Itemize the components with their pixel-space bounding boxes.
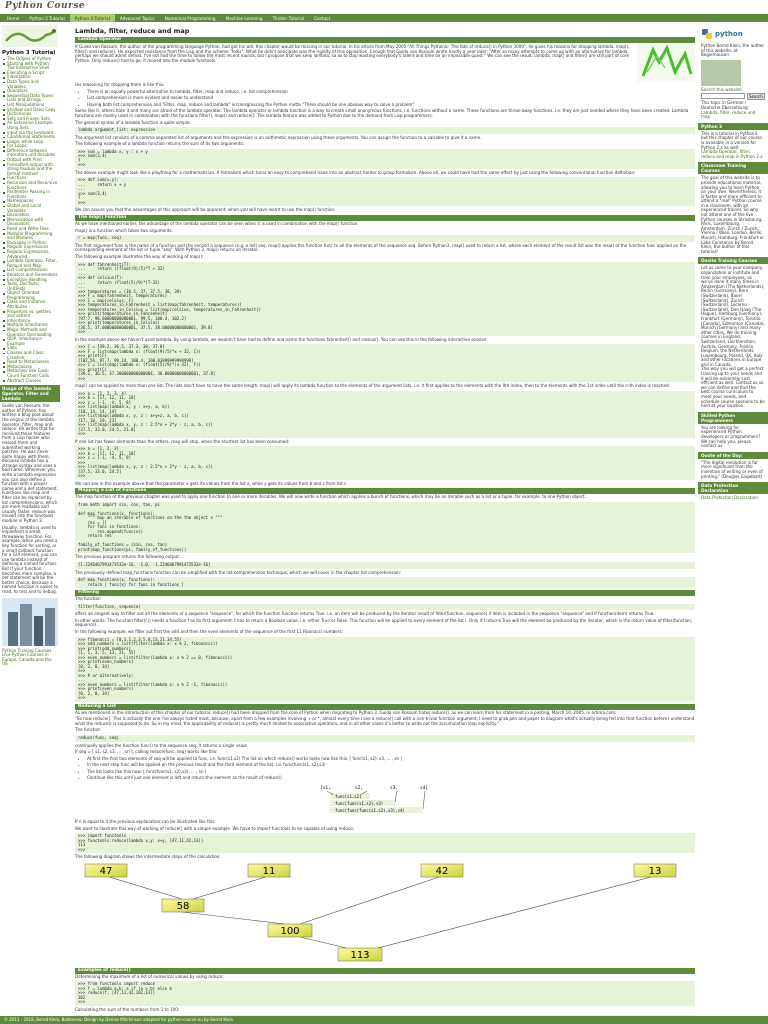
mapping-simplified-code: def map_functions(x, functions): return [ func(x) for func in functions ] — [75, 577, 695, 588]
nav-python3[interactable]: Python 3 Tutorial — [70, 14, 115, 22]
lambda-syntax-code: lambda argument_list: expression — [75, 127, 695, 134]
page-title: Lambda, filter, reduce and map — [75, 27, 190, 35]
toc-item[interactable]: Packages in Python — [3, 241, 58, 246]
def-sum-code: >>> def sum(x,y): ... return x + y ... >>> sum(3,4) 7 >>> — [75, 177, 695, 206]
lambda-intro: If Guido van Rossum, the author of the programming language Python, had got his will, this chapter would be missing in our tutorial. In his article from May 2005 "All Things Pythonic: The fate of reduce() in Python 3000", he gives his reasons for dropping lambda, map(), filter() and reduce(). He expected resistance from the Lisp and the scheme "folks". What he didn't anticipate was the rigidity of this opposition. Enough that Guido van Rossum wrote hardly a year later: "After so many attempts to come up with an alternative for lambda, perhaps we should admit defeat. I've not had the time to follow the most recent rounds, but I propose that we keep lambda, so as to stop wasting everybody's talent and time on an impossible quest." We can see the result: lambda, map() and filter() are still part of core Python. Only reduce() had to go; it moved into the module functools. — [75, 44, 630, 63]
onsite-heading: Onsite Training Courses — [698, 257, 768, 264]
toc-item[interactable]: Dictionaries — [3, 112, 58, 117]
reduce-step-1: • At first the first two elements of seq will be applied to func, i.e. func(s1,s2) The list on which reduce() works looks now like this: [ func(s1, s2), s3, ... , sn ] — [87, 757, 695, 762]
toc-item[interactable]: Iterators and Generators — [3, 273, 58, 278]
python-logo — [698, 24, 768, 44]
toc-item[interactable]: Sets and Frozen Sets — [3, 117, 58, 122]
site-logo[interactable]: Python Course — [5, 1, 86, 11]
section-lambda-operator: Lambda Operator — [75, 37, 695, 43]
example-intro: The following example of a lambda function returns the sum of its two arguments: — [75, 141, 244, 147]
filter-other-words: In other words: The function filter(f,l) needs a function f as its first argument. f has to return a Boolean value, i.e. either True or False. This function will be applied to every element of the list l. Only if f returns True will the element be produced by the iterator, which is the return value of filter(function, sequence). — [75, 617, 693, 628]
svg-text:11: 11 — [262, 865, 276, 877]
toc-item[interactable]: Abstract Classes — [3, 379, 58, 384]
reduce-example-intro: We want to illustrate this way of working of reduce() with a simple example. We have to import functools to be capable of using reduce: — [75, 825, 355, 831]
section-mapping-functions: Mapping a List of Functions — [75, 488, 695, 494]
map-lambda-code: >>> C = [39.2, 36.5, 37.3, 38, 37.8] >>> F = list(map(lambda x: (float(9)/5)*x + 32, C)) >>> print(F) [102.56, 97.7, 99.14, 100.4, 100.03999999999999] >>> C = list(map(lambda x: (float(5)/9)*(x-32), F)) >>> print(C) [39.2, 36.5, 37.300000000000004, 38.00000000000001, 37.8] >>> — [75, 344, 695, 382]
nav-home[interactable]: Home — [7, 15, 20, 21]
toc-item[interactable]: Tests, DocTests, UnitTests — [3, 282, 58, 291]
top-nav — [0, 14, 768, 22]
german-text: This topic in German / Deutsche Übersetzung: — [701, 100, 750, 110]
reduce-function-label: The function — [75, 727, 101, 733]
author-intro: Python Bernd Klein, the author of this website, at Bogenhausen — [701, 43, 765, 58]
map-example-intro: The following example illustrates the way of working of map(): — [75, 253, 204, 259]
reason-2: • List comprehension is more evident and easier to understand — [87, 96, 695, 101]
map-intro: As we have mentioned earlier, the advantage of the lambda operator can be seen when it is used in combination with the map() function. — [75, 221, 359, 227]
toc-item[interactable]: Multiple Inheritance — [3, 323, 58, 328]
skilled-heading: Skilled Python Programmers — [698, 412, 768, 424]
toc-item[interactable]: Magic Methods and Operator Overloading — [3, 328, 58, 337]
svg-text:13: 13 — [648, 865, 662, 877]
footer: © 2011 - 2018, Bernd Klein, Bodenseo; Design by Denise Mitchinson adapted for python-course.eu by Bernd Klein — [0, 1016, 768, 1024]
author-photo — [701, 60, 741, 86]
toc-item[interactable]: Data Types and Variables — [3, 80, 58, 89]
lambda-explanation: Some like it, others hate it and many are afraid of the lambda operator. The lambda operator or lambda function is a way to create small anonymous functions, i.e. functions without a name. These functions are throw-away functions, i.e. they are just needed where they have been created. Lambda functions are mainly used in combination with the functions filter(), map() and reduce(). The lambda feature was added to Python due to the demand from Lisp programmers. — [75, 108, 689, 118]
python-logo-text: python — [715, 30, 743, 38]
diag-line-2: func(func(s1,s2),s3) — [335, 801, 384, 807]
reduce-step-2: • In the next step func will be applied on the previous result and the third element of the list, i.e. func(func(s1, s2),s3) — [87, 763, 695, 768]
nav-contact[interactable]: Contact — [314, 15, 331, 21]
filter-signature-code: filter(function, sequence) — [75, 604, 695, 611]
toc-item[interactable]: Formatted output with string modulo and the format method — [3, 163, 58, 177]
toc-item[interactable]: Modular Programming and Modules — [3, 232, 58, 241]
reduce-quote: "So now reduce(). This is actually the one I've always hated most, because, apart from a few examples involving + or *, almost every time I see a reduce() call with a non-trivial function argument, I need to grab pen and paper to diagram what's actually being fed into that function before I understand what the reduce() is supposed to do. So in my mind, the applicability of reduce() is pretty much limited to associative operators, and in all other cases it's better to write out the accumulation loop explicitly." — [75, 716, 695, 726]
toc-item[interactable]: List Comprehension — [3, 268, 58, 273]
toc-item[interactable]: Global and Local Variables — [3, 204, 58, 213]
toc-item[interactable]: An Extensive Example Using Sets — [3, 121, 58, 130]
filter-example-intro: In the following example, we filter out first the odd and then the even elements of the sequence of the first 11 Fibonacci numbers: — [75, 629, 343, 635]
toc-item[interactable]: Operators — [3, 89, 58, 94]
map-lambda-intro: In the example above we haven't used lambda. By using lambda, we wouldn't have had to define and name the functions fahrenheit() and celsius(). You can see this in the following interactive session: — [75, 336, 488, 342]
reduce-illustration-text: If n is equal to 4 the previous explanation can be illustrated like this: — [75, 819, 216, 825]
search-button[interactable]: Search — [749, 94, 763, 100]
filter-function-label: The function — [75, 596, 101, 602]
reason-3: • Having both list comprehension and "Filter, map, reduce and lambda" is transgressing the Python motto "There should be one obvious way to solve a problem" — [87, 103, 695, 108]
lambda-illustration — [637, 44, 695, 82]
usage-heading: Usage of the lambda Operator, Filter and Lambda — [0, 385, 60, 402]
mapping-simplified-intro: The previously defined map_functions function can be simplified with the list comprehension technique, which we will cover in the chapter list comprehension: — [75, 569, 402, 575]
map-multi-intro: map() can be applied to more than one list. The lists don't have to have the same length. map() will apply its lambda function to the elements of the argument lists, i.e. it first applies to the elements with the 0th index, then to the elements with the 1st index until the n-th index is reached: — [75, 383, 670, 389]
tree-node-47 — [85, 864, 127, 877]
python-logo-icon — [701, 28, 713, 40]
toc-item[interactable]: Properties vs. getters and setters — [3, 310, 58, 319]
tree-node-11 — [248, 864, 290, 877]
svg-text:42: 42 — [435, 865, 449, 877]
toc-item[interactable]: Conditional Statements — [3, 135, 58, 140]
diag-s2: s2, — [355, 786, 364, 792]
toc-item[interactable]: Memoization with Decorators — [3, 218, 58, 227]
german-link[interactable]: Lambda, filter, reduce und map — [701, 109, 756, 120]
lambda-sum-code: >>> sum = lambda x, y : x + y >>> sum(3,4) 7 >>> — [75, 149, 695, 169]
toc-item[interactable]: Sequential Data Types: Lists and Strings — [3, 94, 58, 103]
map-args: map() is a function which takes two arguments: — [75, 227, 173, 233]
nav-tkinter[interactable]: Tkinter Tutorial — [272, 15, 305, 21]
map-multi-code: >>> a = [1, 2, 3, 4] >>> b = [17, 12, 11, 10] >>> c = [-1, -4, 5, 9] >>> list(map(lambda x, y : x+y, a, b)) [18, 14, 14, 14] >>> list(map(lambda x, y, z : x+y+z, a, b, c)) [17, 10, 19, 23] >>> list(map(lambda x, y, z : 2.5*x + 2*y - z, a, b, c)) [37.5, 33.0, 24.5, 21.0] >>> — [75, 391, 695, 438]
onsite-text: Let us come to your company, organization or institute and train your employees, as we've done it many times in Amsterdam (The Netherlands), Berlin (Germany), Bern (Switzerland), Basel (Switzerland), Zurich (Switzerland), Locarno (Switzerland), Den Haag (The Hague), Hamburg (Germany), Frankfurt (Germany), Toronto (Canada), Edmonton (Canada), Munich (Germany) and many other cities. We do training courses in England, Switzerland, Liechtenstein, Austria, Germany, France, Belgium, the Netherlands, Luxembourg, Poland, UK, Italy and other locations in Europe and in Canada. — [701, 265, 765, 367]
reduce-step-4: • Continue like this until just one element is left and return this element as the result of reduce() — [87, 776, 695, 781]
toc-item[interactable]: OOP, Inheritance Example — [3, 337, 58, 346]
mapping-output-intro: The previous program returns the following output: — [75, 554, 181, 560]
classroom-text: The goal of this website is to provide educational material, allowing you to learn Python on your own. Nevertheless, it is faster and more efficient to attend a "real" Python course in a classroom, with an experienced trainer. So why not attend one of the live Python courses in Strasbourg, Paris, Luxembourg, Amsterdam, Zürich / Zurich, Vienna / Wien, London, Berlin, Munich, Hamburg, Frankfurt or Lake Constance by Bernd Klein, the author of this tutorial? — [701, 175, 764, 254]
toc-item[interactable]: Metaclass Use Case: Count Function Calls — [3, 369, 58, 378]
reduce-signature-code: reduce(func, seq) — [75, 735, 695, 742]
tree-node-13 — [634, 864, 676, 877]
python3-heading: Python 3 — [698, 123, 768, 130]
svg-text:58: 58 — [176, 900, 190, 912]
diag-s4: s4] — [420, 786, 429, 792]
toc-item[interactable]: Shallow and Deep Copy — [3, 108, 58, 113]
left-sidebar — [0, 24, 60, 1016]
tree-node-100 — [268, 924, 312, 937]
map-params-text: We can see in the example above that the parameter x gets its values from the list a, while y gets its values from b and z from list c. — [75, 480, 348, 486]
toc-item[interactable]: Recursion and Recursive Functions — [3, 181, 58, 190]
right-sidebar — [698, 24, 768, 1016]
sidebar-title: Python 3 Tutorial — [2, 50, 56, 56]
plaything-text: The above example might look like a plaything for a mathematician. A formalism which turns an easy to comprehend issue into an abstract harder to grasp formalism. Above all, we could have had the same effect by just using the following conventional function definition: — [75, 169, 636, 175]
toc-item[interactable]: Lambda Operator, Filter, Reduce and Map — [3, 259, 58, 268]
map-shortest-intro: If one list has fewer elements than the others, map will stop, when the shortest list has been consumed: — [75, 438, 290, 444]
svg-text:47: 47 — [99, 865, 113, 877]
toc-item[interactable]: Parameter Passing in Functions — [3, 190, 58, 199]
data-protection-link[interactable]: Data Protection Declaration — [701, 495, 758, 501]
toc-item[interactable]: Regular Expressions — [3, 245, 58, 250]
quote-heading: Quote of the Day: — [698, 452, 768, 459]
diag-s3: s3, — [390, 786, 399, 792]
max-code: >>> from functools import reduce >>> f = lambda a,b: a if (a > b) else b >>> reduce(f, [47,11,42,102,13]) 102 >>> — [75, 981, 695, 1006]
toc-item[interactable]: Namespaces — [3, 199, 58, 204]
map-functions-code: from math import sin, cos, tan, pi def map_functions(x, functions): """ map an iterable of functions on the the object x """ res = [] for func in functions: res.append(func(x)) return res family_of_functions = (sin, cos, tan) print(map_functions(pi, family_of_functions)) — [75, 502, 695, 554]
argument-list-text: The argument list consists of a comma separated list of arguments and the expression is an arithmetic expression using these arguments. You can assign the function to a variable to give it a name. — [75, 134, 482, 140]
toc-item[interactable]: Functions — [3, 176, 58, 181]
map-signature-code: r = map(func, seq) — [75, 235, 695, 242]
advantages-text: We can assure you that the advantages of this approach will be apparent, when you will have learnt to use the map() function. — [75, 207, 336, 213]
toc-item[interactable]: Starting with Python: The Interactive Shell — [3, 62, 58, 71]
toc-item[interactable]: Road to Metaclasses — [3, 360, 58, 365]
toc-item[interactable]: input via the keyboard — [3, 131, 58, 136]
training-link[interactable]: Live Python Courses in Europe, Canada and the US — [2, 652, 52, 667]
toc-item[interactable]: Decorators — [3, 213, 58, 218]
sort-text: Usually, lambda is used to implement a small, throwaway function. For example, when you need a key function for sorting, or a small callback function for a GUI element, you can use lambda instead of defining a named function. But if your function becomes more complex, a def statement will be the better choice, because a named function is easier to read, to test and to debug. — [2, 524, 59, 594]
reduce-applies-text: continually applies the function func() to the sequence seq. It returns a single value. — [75, 742, 249, 748]
section-filtering: Filtering — [75, 590, 695, 596]
diag-line-1: func(s1,s2) — [335, 794, 362, 800]
toc-item[interactable]: Class and Instance Attributes — [3, 300, 58, 309]
reduce-example-code: >>> import functools >>> functools.reduce(lambda x,y: x+y, [47,11,42,13]) 113 >>> — [75, 833, 695, 853]
section-examples-reduce: Examples of reduce() — [75, 968, 695, 974]
mapping-output-code: [1.2246467991473532e-16, -1.0, -1.2246467991473532e-16] — [75, 562, 695, 569]
toc-item[interactable]: Loops, while Loop — [3, 140, 58, 145]
diag-s1: [s1, — [320, 786, 331, 792]
toc-item[interactable]: Metaclasses — [3, 365, 58, 370]
reduce-tree-diagram — [75, 862, 695, 962]
reduce-steps-diagram — [75, 783, 695, 815]
classroom-heading: Classroom Training Courses — [698, 162, 768, 174]
search-title: Search this website: — [701, 86, 743, 92]
python3-text: This is a tutorial in Python3, but this chapter of our course is available in a version for Python 2.x as well: — [701, 130, 762, 150]
tree-node-113 — [338, 948, 382, 961]
syntax-intro: The general syntax of a lambda function is quite simple: — [75, 119, 191, 125]
toc-item[interactable]: For Loops — [3, 144, 58, 149]
usage-text: Guido van Rossum, the author of Python, has written a blog post about the origins of the lambda operator, filter, map and reduce. He writes that he received these features from a Lisp hacker who missed them and submitted working patches. He was never quite happy with them, because lambda has a strange syntax and uses a bad name. Whenever you write a lambda expression you can also define a function with a proper name and a def statement. Functions like map and filter can be replaced by list comprehensions, which are more readable and usually faster. reduce was moved into the functools module in Python 3. — [2, 403, 58, 523]
quote-text: "The digital revolution is far more significant than the invention of writing or even of printing." (Douglas Engelbart) — [701, 459, 763, 479]
toc-item[interactable]: Difference between interators und Iterables — [3, 149, 58, 158]
tree-node-58 — [162, 899, 204, 912]
max-intro: Determining the maximum of a list of numerical values by using reduce: — [75, 973, 224, 979]
training-courses-image[interactable] — [2, 598, 58, 646]
toc-item[interactable]: Exception Handling — [3, 278, 58, 283]
map-explanation: The first argument func is the name of a function and the second a sequence (e.g. a list) seq. map() applies the function func to all the elements of the sequence seq. Before Python3, map() used to return a list, where each element of the result list was the result of the function func applied on the corresponding element of the list or tuple "seq". With Python 3, map() returns an iterator. — [75, 242, 687, 253]
filter-explanation: offers an elegant way to filter out all the elements of a sequence "sequence", for which the function function returns True. i.e. an item will be produced by the iterator result of filter(function, sequence) if item is included in the sequence "sequence" and if function(item) returns True. — [75, 611, 655, 617]
mapping-intro: The map function of the previous chapter was used to apply one function to one or more iterables. We will now write a function which applies a bunch of functions, which may be an iterable such as a list or a tuple, for example, to one Python object. — [75, 494, 586, 500]
map-shortest-code: >>> a = [1, 2, 3] >>> b = [17, 12, 11, 10] >>> c = [-1, -4, 5, 9] >>> >>> list(map(lambda x, y, z : 2.5*x + 2*y - z, a, b, c)) [37.5, 33.0, 24.5] >>> — [75, 446, 695, 480]
nav-numerical[interactable]: Numerical Programming — [164, 15, 216, 21]
onsite-text-2: This way you will get a perfect training up to your needs and it will be extremely cost efficient as well. Contact us so we can define and find the best course curriculum to meet your needs, and schedule course sessions to be held at your location. — [701, 366, 765, 409]
reduce-step-3: • The list looks like this now: [ func(func(s1, s2),s3), ... , sn ] — [87, 770, 695, 775]
toc-list — [0, 57, 60, 383]
nav-machine-learning[interactable]: Machine Learning — [225, 15, 263, 21]
toc-item[interactable]: Object Oriented Programming — [3, 291, 58, 300]
toc-item[interactable]: Inheritance — [3, 319, 58, 324]
main-content — [75, 24, 695, 1016]
reduce-seq-text: If seq = [ s1, s2, s3, ... , sn ], calling reduce(func, seq) works like this: — [75, 749, 218, 755]
python2-link[interactable]: Lambda Operator, filter, reduce and map in Python 2.x — [701, 149, 763, 159]
map-temperature-code: >>> def fahrenheit(T): ... return ((float(9)/5)*T + 32) ... >>> def celsius(T): ... return (float(5)/9)*(T-32) ... >>> temperatures = (36.5, 37, 37.5, 38, 39) >>> F = map(fahrenheit, temperatures) >>> C = map(celsius, F) >>> temperatures_in_Fahrenheit = list(map(fahrenheit, temperatures)) >>> temperatures_in_Celsius = list(map(celsius, temperatures_in_Fahrenheit)) >>> print(temperatures_in_Fahrenheit) [97.7, 98.60000000000001, 99.5, 100.4, 102.2] >>> print(temperatures_in_Celsius) [36.5, 37.00000000000001, 37.5, 38.00000000000001, 39.0] >>> — [75, 262, 695, 336]
sum-intro: Calculating the sum of the numbers from 1 to 100: — [75, 1006, 180, 1012]
nav-advanced[interactable]: Advanced Topics — [119, 15, 155, 21]
svg-text:113: 113 — [350, 949, 370, 961]
toc-item[interactable]: Indentation — [3, 75, 58, 80]
toc-item[interactable]: The Origins of Python — [3, 57, 58, 62]
section-map: The map() Function — [75, 215, 695, 221]
python-snake-icon — [2, 25, 58, 47]
search-input[interactable] — [701, 93, 745, 99]
reason-1: • There is an equally powerful alternative to lambda, filter, map and reduce, i.e. list comprehension — [87, 90, 695, 95]
toc-item[interactable]: Slots — [3, 346, 58, 351]
skilled-text: You are looking for experienced Python developers or programmers? We can help you, please contact us. — [701, 424, 761, 449]
toc-item[interactable]: Classes and Class Creation — [3, 351, 58, 360]
training-caption[interactable]: Python Training Courses — [2, 647, 52, 653]
reduce-diagram-intro: The following diagram shows the intermediate steps of the calculation: — [75, 854, 221, 860]
section-reducing: Reducing a List — [75, 704, 695, 710]
toc-item[interactable]: Regular Expressions, Advanced — [3, 250, 58, 259]
data-protection-heading: Data Protection Declaration — [698, 482, 768, 494]
toc-item[interactable]: Read and Write Files — [3, 227, 58, 232]
site-header — [0, 0, 768, 24]
toc-item[interactable]: Executing a Script — [3, 71, 58, 76]
svg-text:100: 100 — [280, 925, 300, 937]
reduce-intro: As we mentioned in the introduction of this chapter of our tutorial. reduce() had been dropped from the core of Python when migrating to Python 3. Guido van Rossum hates reduce(), as we can learn from his statement in a posting, March 10, 2005, in artima.com: — [75, 709, 617, 715]
filter-fibonacci-code: >>> fibonacci = [0,1,1,2,3,5,8,13,21,34,55] >>> odd_numbers = list(filter(lambda x: x % 2, fibonacci)) >>> print(odd_numbers) [1, 1, 3, 5, 13, 21, 55] >>> even_numbers = list(filter(lambda x: x % 2 == 0, fibonacci)) >>> print(even_numbers) [0, 2, 8, 34] >>> >>> # or alternatively: ... >>> even_numbers = list(filter(lambda x: x % 2 -1, fibonacci)) >>> print(even_numbers) [0, 2, 8, 34] >>> — [75, 637, 695, 702]
tree-node-42 — [421, 864, 463, 877]
toc-item[interactable]: Output with Print — [3, 158, 58, 163]
toc-item[interactable]: List Manipulations — [3, 103, 58, 108]
reasoning-text: His reasoning for dropping them is like this: — [75, 82, 165, 87]
diag-line-3: func(func(func(s1,s2),s3),s4) — [335, 808, 405, 814]
nav-python2[interactable]: Python 2 Tutorial — [29, 15, 65, 21]
